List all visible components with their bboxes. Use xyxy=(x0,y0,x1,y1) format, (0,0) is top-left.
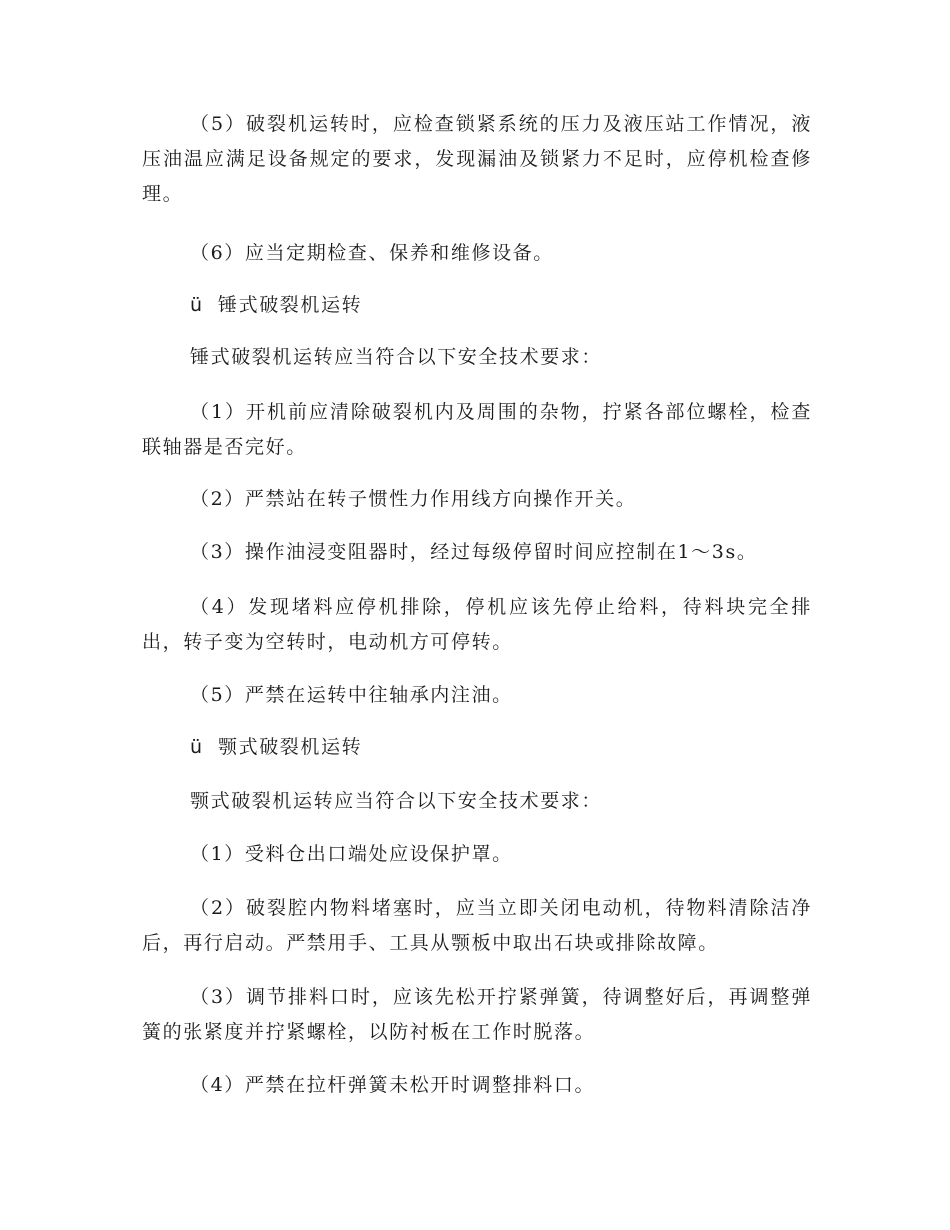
paragraph-hammer-4: （4）发现堵料应停机排除，停机应该先停止给料，待料块完全排出，转子变为空转时，电动机方可停转。 xyxy=(142,596,812,653)
paragraph-jaw-3: （3）调节排料口时，应该先松开拧紧弹簧，待调整好后，再调整弹簧的张紧度并拧紧螺栓，以防衬板在工作时脱落。 xyxy=(142,986,812,1043)
paragraph-jaw-2: （2）破裂腔内物料堵塞时，应当立即关闭电动机，待物料清除洁净后，再行启动。严禁用手、工具从颚板中取出石块或排除故障。 xyxy=(142,897,812,954)
paragraph-jaw-4: （4）严禁在拉杆弹簧未松开时调整排料口。 xyxy=(190,1074,596,1096)
paragraph-hammer-3: （3）操作油浸变阻器时，经过每级停留时间应控制在1～3s。 xyxy=(190,541,758,563)
checkmark-bullet-icon: ü xyxy=(190,736,204,758)
paragraph-hydraulic-check: （5）破裂机运转时，应检查锁紧系统的压力及液压站工作情况，液压油温应满足设备规定的要求，发现漏油及锁紧力不足时，应停机检查修理。 xyxy=(142,113,812,205)
heading-text: 颚式破裂机运转 xyxy=(218,736,363,758)
paragraph-hammer-2: （2）严禁站在转子惯性力作用线方向操作开关。 xyxy=(190,488,637,510)
heading-jaw-crusher xyxy=(190,730,362,765)
paragraph-jaw-1: （1）受料仓出口端处应设保护罩。 xyxy=(190,843,513,865)
paragraph-hammer-1: （1）开机前应清除破裂机内及周围的杂物，拧紧各部位螺栓，检查联轴器是否完好。 xyxy=(142,401,812,458)
paragraph-maintenance: （6）应当定期检查、保养和维修设备。 xyxy=(190,242,554,264)
heading-text: 锤式破裂机运转 xyxy=(218,294,363,316)
checkmark-bullet-icon: ü xyxy=(190,294,204,316)
paragraph-hammer-5: （5）严禁在运转中往轴承内注油。 xyxy=(190,684,513,706)
heading-hammer-crusher xyxy=(190,288,362,323)
paragraph-hammer-intro: 锤式破裂机运转应当符合以下安全技术要求： xyxy=(190,346,603,368)
paragraph-jaw-intro: 颚式破裂机运转应当符合以下安全技术要求： xyxy=(190,790,603,812)
